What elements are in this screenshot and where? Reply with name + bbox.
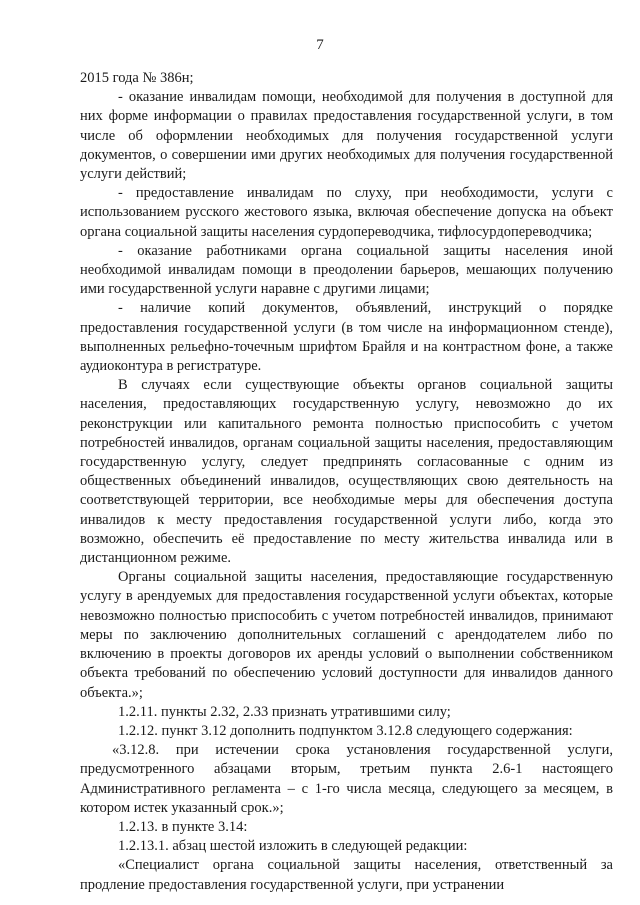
clause-1-2-13: 1.2.13. в пункте 3.14:	[118, 818, 248, 835]
clause-1-2-11: 1.2.11. пункты 2.32, 2.33 признать утратившими силу;	[118, 703, 451, 720]
paragraph-continuation: 2015 года № 386н;	[80, 70, 194, 86]
paragraph-inaccessible-objects: В случаях если существующие объекты органов социальной защиты населения, предоставляющих государственную услугу, невозможно до их реконструкции или капитального ремонта полностью приспособить с учетом потребностей инвалидов, органам социальной защиты населения, предоставляющим государственную услугу, следует предпринять согласованные с одним из общественных объединений инвалидов, осуществляющих свою деятельность на соответствующей территории, все необходимые меры для обеспечения доступа инвалидов к месту предоставления государственной услуги либо, когда это возможно, обеспечить её предоставление по месту жительства инвалида или в дистанционном режиме.	[80, 377, 613, 567]
list-item-staff-assistance: - оказание работниками органа социальной защиты населения иной необходимой инвалидам помощи в преодолении барьеров, мешающих получению ими государственной услуги наравне с другими лицами;	[80, 242, 613, 298]
list-item-information-help: - оказание инвалидам помощи, необходимой для получения в доступной для них форме информации о правилах предоставления государственной услуги, в том числе об оформлении необходимых для получения государственной услуги документов, о совершении ими других необходимых для получения государственной услуги действий;	[80, 89, 613, 183]
list-item-sign-language: - предоставление инвалидам по слуху, при необходимости, услуги с использованием русского жестового языка, включая обеспечение допуска на объект органа социальной защиты населения сурдопереводчика, тифлосурдопереводчика;	[80, 185, 613, 240]
clause-1-2-12: 1.2.12. пункт 3.12 дополнить подпунктом 3.12.8 следующего содержания:	[118, 722, 573, 739]
page-number: 7	[316, 37, 324, 53]
subclause-3-12-8: «3.12.8. при истечении срока установления государственной услуги, предусмотренного абзацами вторым, третьим пункта 2.6-1 настоящего Административного регламента – с 1-го числа месяца, следующего за месяцем, в котором истек указанный срок.»;	[80, 742, 613, 816]
document-body	[80, 69, 613, 895]
clause-1-2-13-1: 1.2.13.1. абзац шестой изложить в следующей редакции:	[118, 838, 468, 855]
paragraph-specialist: «Специалист органа социальной защиты населения, ответственный за продление предоставления государственной услуги, при устранении	[80, 857, 613, 893]
paragraph-leased-objects: Органы социальной защиты населения, предоставляющие государственную услугу в арендуемых для предоставления государственной услуги объектах, которые невозможно полностью приспособить с учетом потребностей инвалидов, принимают меры по заключению дополнительных соглашений с арендодателем либо по включению в проекты договоров их аренды условий о выполнении собственником объекта требований по обеспечению условий доступности для инвалидов данного объекта.»;	[80, 569, 613, 701]
list-item-braille-documents: - наличие копий документов, объявлений, инструкций о порядке предоставления государственной услуги (в том числе на информационном стенде), выполненных рельефно-точечным шрифтом Брайля и на контрастном фоне, а также аудиоконтура в регистратуре.	[80, 300, 613, 375]
